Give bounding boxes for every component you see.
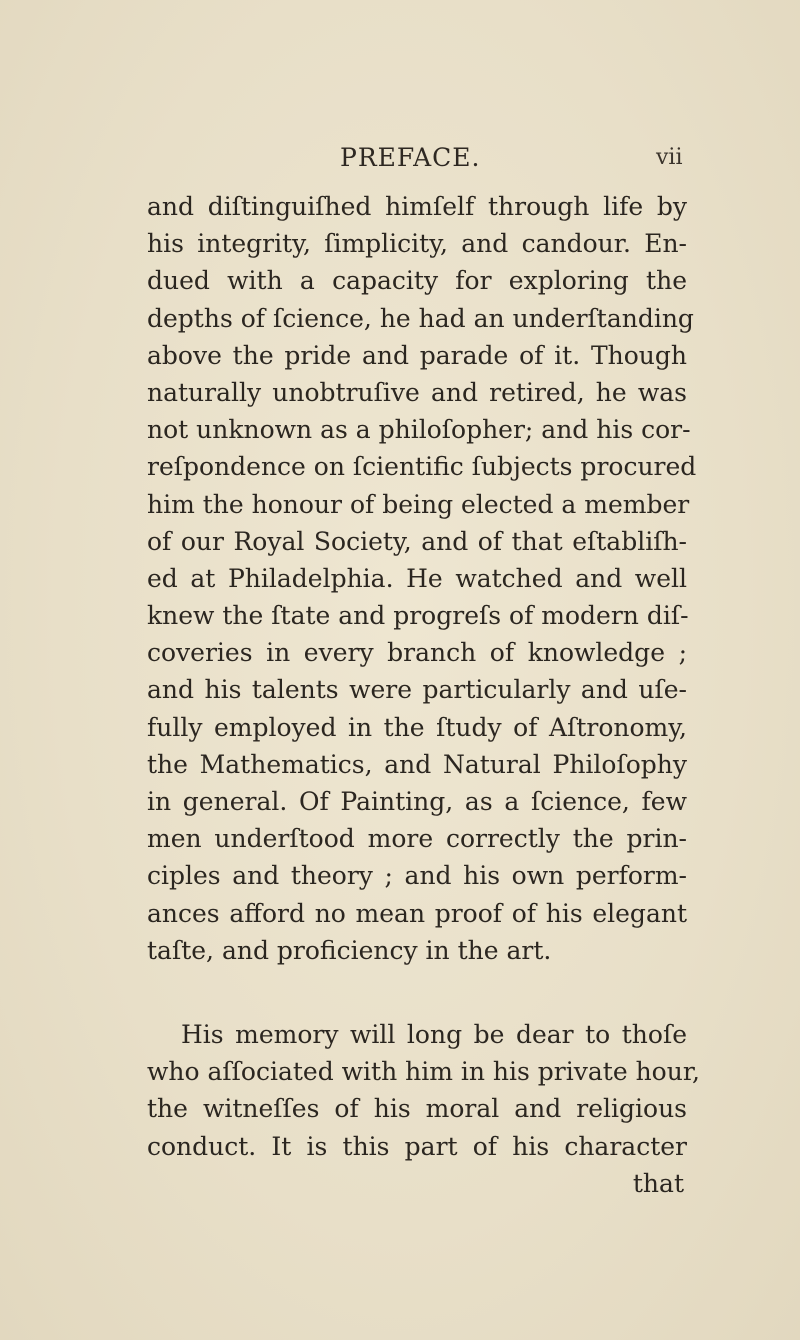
text-line: depths of ſcience, he had an underſtanding (147, 303, 694, 333)
text-line: the witneſſes of his moral and religious (147, 1094, 687, 1124)
running-head-title: PREFACE. (340, 143, 481, 172)
text-line: him the honour of being elected a member (147, 489, 690, 519)
text-line: and diſtinguiſhed himſelf through life by (147, 192, 687, 221)
text-line: who aſſociated with him in his private hour, (147, 1057, 700, 1087)
paragraph-2 (147, 1016, 687, 1053)
text-line: knew the ſtate and progreſs of modern diſ- (147, 601, 689, 631)
text-line: his integrity, ſimplicity, and candour. En- (147, 229, 687, 259)
paragraph-gap (147, 969, 687, 1016)
text-line: fully employed in the ſtudy of Aſtronomy, (147, 712, 687, 742)
text-line: naturally unobtruſive and retired, he was (147, 377, 687, 407)
text-line: His memory will long be dear to thoſe (181, 1019, 687, 1049)
text-line: not unknown as a philoſopher; and his cor- (147, 415, 691, 445)
paragraph-2-continued (147, 1053, 700, 1202)
paragraph-1 (147, 188, 697, 969)
running-head (0, 143, 800, 179)
body-text (147, 188, 700, 1202)
text-line: conduct. It is this part of his character (147, 1131, 687, 1161)
text-line: taſte, and proficiency in the art. (147, 935, 552, 965)
text-line: the Mathematics, and Natural Philoſophy (147, 749, 687, 779)
text-line: men underſtood more correctly the prin- (147, 824, 687, 854)
text-line: coveries in every branch of knowledge ; (147, 638, 687, 668)
text-line: ed at Philadelphia. He watched and well (147, 563, 687, 593)
catchword: that (632, 1168, 684, 1198)
page-number: vii (656, 145, 683, 170)
text-line: ciples and theory ; and his own perform- (147, 861, 687, 891)
text-line: and his talents were particularly and uſe- (147, 675, 687, 705)
text-line: of our Royal Society, and of that eſtabliſh- (147, 526, 687, 556)
text-line: dued with a capacity for exploring the (147, 266, 687, 296)
text-line: in general. Of Painting, as a ſcience, few (147, 787, 687, 816)
text-line: ances afford no mean proof of his elegant (147, 898, 687, 928)
text-line: reſpondence on ſcientific ſubjects procured (147, 452, 697, 482)
text-line: above the pride and parade of it. Though (147, 340, 687, 370)
